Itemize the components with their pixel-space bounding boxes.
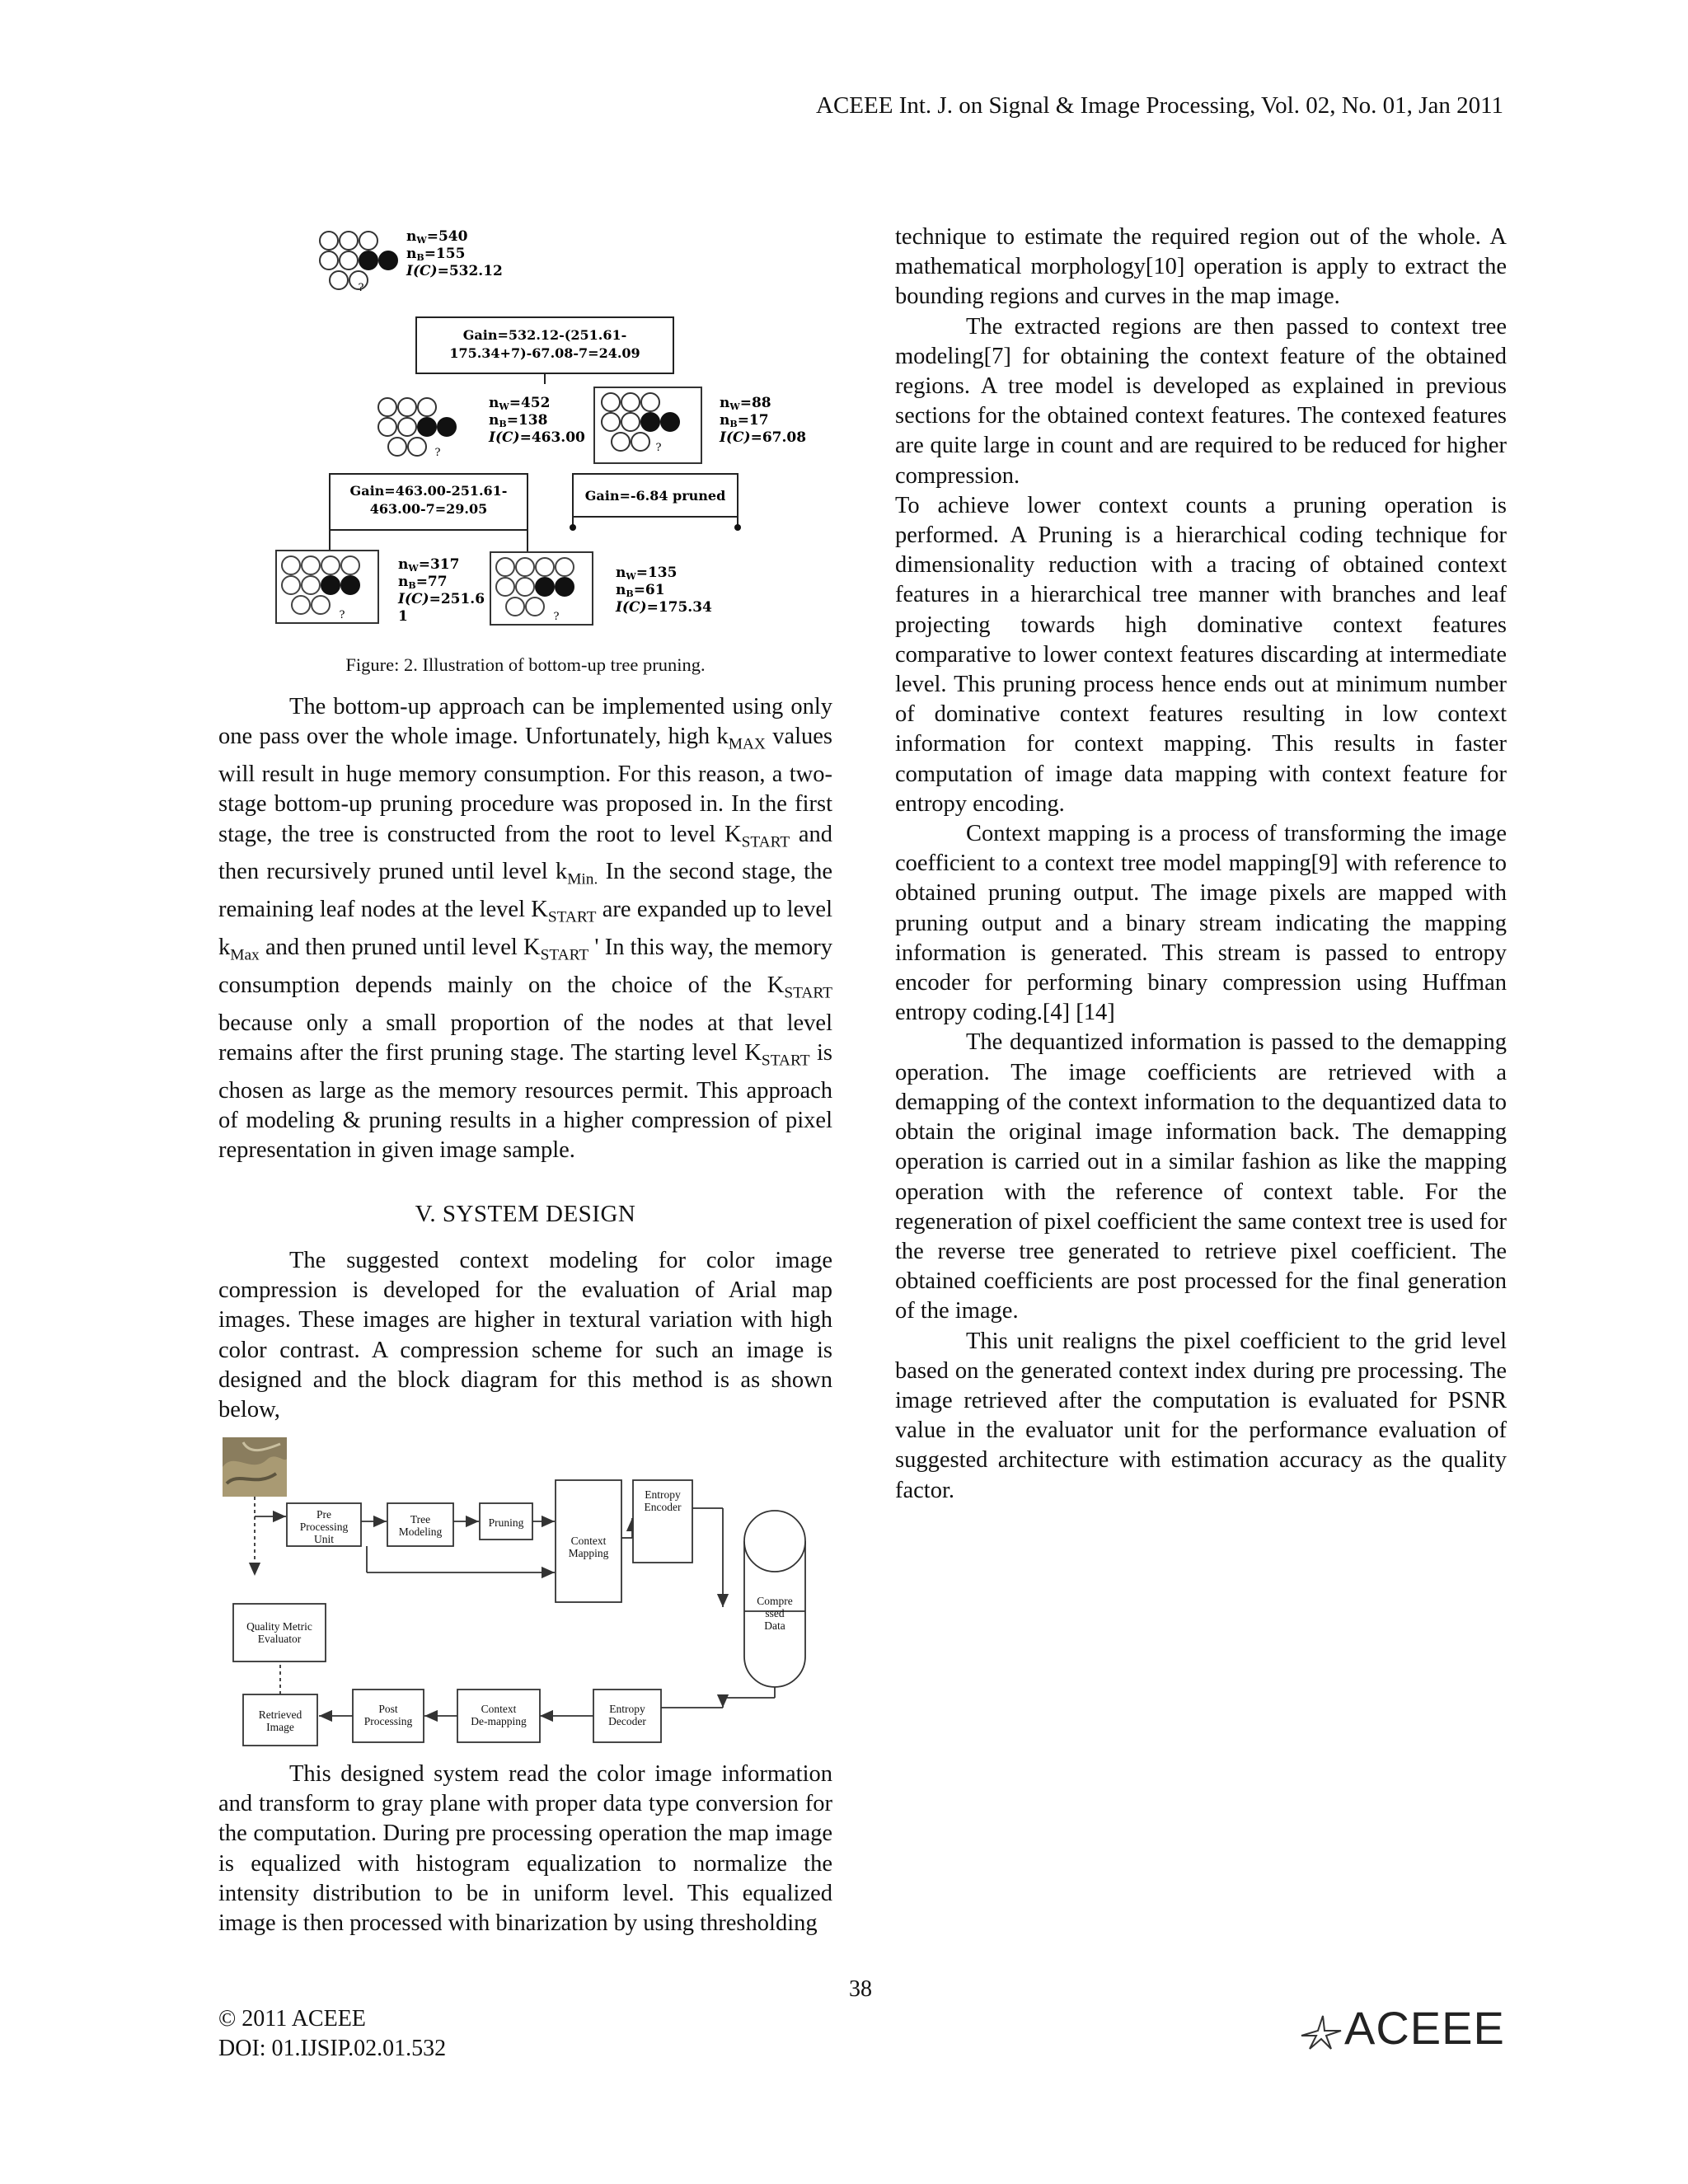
tree-left-node [378,395,585,459]
left-ic: =463.00 [519,429,585,446]
bd-ent1: Entropy [645,1488,681,1501]
tree-right-node [594,387,806,463]
right-paragraph-3: To achieve lower context counts a pruning operation is performed. A Pruning is a hierarchical coding technique for dimensionality reduction with a tracing of obtained context features in a hierarchical tree manner with branches and leaf projecting towards high dominative context features comparative to lower context features discarding at intermediate level. This pruning process hence ends out at minimum number of dominative context features resulting in low context information for context mapping. This results in faster computation of image data mapping with context feature for entropy encoding. [895,492,1507,817]
figure-tree-pruning [268,223,837,643]
right-ic: =67.08 [750,429,807,446]
right-column [895,223,1507,1506]
figure-block-diagram [218,1434,837,1755]
bd-cmp2: ssed [765,1607,785,1619]
svg-text:?: ? [339,609,345,621]
svg-text:nB=17: nB=17 [720,412,769,429]
left-paragraph-2: The suggested context modeling for color image compression is developed for the evaluation of Arial map images. These images are higher in textural variation with high color contrast. A compression scheme for such an image is designed and the block diagram for this method is as shown below, [218,1248,832,1423]
root-ic: =532.12 [437,263,503,279]
right-paragraph-4: Context mapping is a process of transforming the image coefficient to a context tree model mapping[9] with reference to obtained pruning output. The image pixels are mapped with pruning output and a binary stream indicating the mapping information is generated. This stream is passed to entropy encoder for performing binary compression using Huffman entropy coding.[4] [14] [895,821,1507,1026]
right-nb: =17 [737,412,769,429]
bd-pruning: Pruning [488,1516,524,1529]
bd-ret2: Image [266,1721,294,1733]
bd-qme2: Evaluator [257,1633,302,1645]
copyright: © 2011 ACEEE [218,2006,366,2032]
bd-dem1: Context [481,1703,517,1715]
bd-ret1: Retrieved [258,1708,302,1721]
input-map-image [223,1437,287,1497]
right-nw: =88 [739,395,771,411]
tree-leaf-node-1 [276,551,485,625]
leaf2-ic: =175.34 [646,599,712,616]
left-nw: =452 [509,395,551,411]
right-paragraph-2: The extracted regions are then passed to context tree modeling[7] for obtaining the context feature of the obtained regions. A tree model is developed as explained in previous sections for the obtained context features. The contexed features are quite large in count and are required to be reduced for higher compression. [895,313,1507,489]
leaf2-nb: =61 [633,582,665,598]
svg-text:nB=138: nB=138 [489,412,548,429]
svg-text:I(C)=463.00: I(C)=463.00 [489,429,585,446]
svg-text:?: ? [655,442,662,454]
doi: DOI: 01.IJSIP.02.01.532 [218,2036,447,2061]
leaf1-ic-cont: 1 [398,608,408,625]
bd-ctx1: Context [570,1535,607,1547]
svg-text:nW=317: nW=317 [398,556,460,574]
figure-2-caption: Figure: 2. Illustration of bottom-up tree pruning. [345,654,706,675]
svg-text:nW=135: nW=135 [616,565,678,582]
leaf1-nw: =317 [418,556,460,573]
right-paragraph-1: technique to estimate the required region out of the whole. A mathematical morphology[10] operation is apply to extract the bounding regions and curves in the map image. [895,224,1507,310]
page-number: 38 [849,1976,872,2002]
bd-pre3: Unit [313,1533,335,1545]
svg-text:?: ? [553,611,560,623]
svg-text:?: ? [434,447,441,459]
root-nb: =155 [424,246,466,262]
bd-dec1: Entropy [609,1703,645,1715]
bd-dem2: De-mapping [471,1715,527,1727]
star-icon [1298,2011,1344,2052]
gain-root-line2: 175.34+7)-67.08-7=24.09 [449,345,640,361]
svg-text:I(C)=251.6: I(C)=251.6 [398,591,485,607]
svg-text:I(C)=532.12: I(C)=532.12 [406,263,503,279]
bd-post2: Processing [363,1715,413,1727]
svg-text:nW=540: nW=540 [406,228,468,246]
bd-cmp3: Data [764,1619,785,1632]
bd-tree2: Modeling [398,1526,443,1538]
leaf1-nb: =77 [415,574,448,590]
gain-left-line1: Gain=463.00-251.61- [349,483,508,499]
left-nb: =138 [506,412,548,429]
bd-pre1: Pre [316,1508,331,1521]
svg-text:nW=452: nW=452 [489,395,551,412]
leaf1-ic: =251.6 [429,591,485,607]
left-paragraph-3: This designed system read the color image information and transform to gray plane with proper data type conversion for the computation. During pre processing operation the map image is equalized with histogram equalization to normalize the intensity distribution to be in uniform level. This equalized image is then processed with binarization by using thresholding [218,1761,832,1937]
bd-tree1: Tree [410,1513,431,1526]
section-heading-system-design: V. SYSTEM DESIGN [415,1201,636,1227]
bd-pre2: Processing [299,1521,349,1533]
svg-text:nB=155: nB=155 [406,246,466,263]
svg-text:nB=61: nB=61 [616,582,665,599]
gain-left-line2: 463.00-7=29.05 [369,501,488,517]
bd-post1: Post [378,1703,398,1715]
tree-leaf-node-2 [490,552,712,625]
leaf2-nw: =135 [635,565,678,581]
root-nw: =540 [426,228,468,245]
right-paragraph-6: This unit realigns the pixel coefficient to the grid level based on the generated context index during pre processing. The image retrieved after the computation is evaluated for PSNR value in the evaluator unit for the performance evaluation of suggested architecture with estimation accuracy as the quality factor. [895,1328,1507,1503]
svg-text:I(C)=67.08: I(C)=67.08 [720,429,807,446]
running-header: ACEEE Int. J. on Signal & Image Processing, Vol. 02, No. 01, Jan 2011 [816,92,1503,119]
aceee-logo [1298,2001,1505,2055]
tree-root-node [320,228,503,294]
bd-cmp1: Compre [757,1595,793,1607]
svg-text:I(C)=175.34: I(C)=175.34 [616,599,712,616]
unknown-pixel-marker: ? [358,282,364,294]
aceee-logo-text: ACEEE [1344,2002,1505,2054]
bd-ent2: Encoder [644,1501,682,1513]
bd-ctx2: Mapping [568,1547,609,1559]
gain-root-line1: Gain=532.12-(251.61- [462,327,627,343]
svg-text:nW=88: nW=88 [720,395,771,412]
right-paragraph-5: The dequantized information is passed to the demapping operation. The image coefficients are retrieved with a demapping of the context information to the dequantized data to obtain the original image information back. The demapping operation is carried out in a similar fashion as like the mapping operation with the reference of context table. For the regeneration of pixel coefficient the same context tree is used for the reverse tree generated to retrieve pixel coefficient. The obtained coefficients are post processed for the final generation of the image. [895,1029,1507,1324]
bd-dec2: Decoder [608,1715,646,1727]
footer [218,2004,446,2064]
svg-text:nB=77: nB=77 [398,574,448,591]
gain-right-pruned: Gain=-6.84 pruned [584,488,726,504]
bd-qme1: Quality Metric [246,1620,312,1633]
left-paragraph-1: The bottom-up approach can be implemented using only one pass over the whole image. Unfortunately, high $k_{MAX}$ values will result in huge memory consumption. For this reason, a two-stage bottom-up pruning procedure was proposed in. In the first stage, the tree is constructed from the root to level $K_{START}$ and then recursively pruned until level $k_{Min.}$ In the second stage, the remaining leaf nodes at the level $K_{START}$ are expanded up to level $k_{Max}$ and then pruned until level $K_{START}$ ' In this way, the memory consumption depends mainly on the choice of the $K_{START}$ because only a small proportion of the nodes at that level remains after the first pruning stage. The starting level $K_{START}$ is chosen as large as the memory resources permit. This approach of modeling & pruning results in a higher compression of pixel representation in given image sample. [218,694,833,1164]
